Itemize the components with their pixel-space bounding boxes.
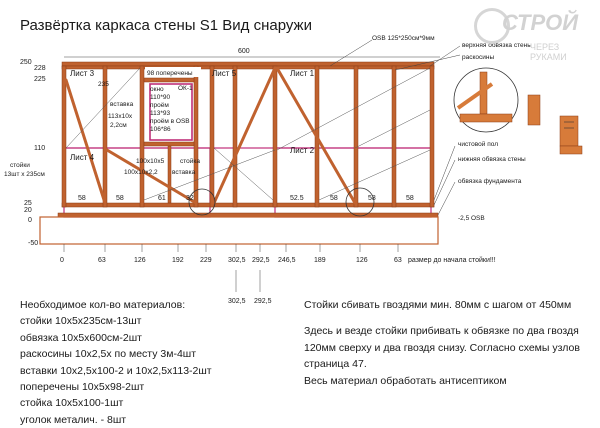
axis-tick: 63 [98, 257, 106, 264]
axis-tick: 126 [356, 257, 368, 264]
drawing-title: Развёртка каркаса стены S1 Вид снаружи [20, 17, 312, 34]
material-item: вставки 10х2,5х100-2 и 10х2,5х113-2шт [20, 364, 212, 377]
axis-tick: 0 [60, 257, 64, 264]
sheet-label-3: Лист 3 [70, 69, 95, 78]
top-plate [62, 62, 434, 66]
watermark-tagline [530, 42, 567, 62]
section-detail [528, 95, 582, 154]
level-228: 228 [34, 65, 46, 72]
materials-heading: Необходимое кол-во материалов: [20, 299, 186, 311]
crossbar-label: 98 поперечены [147, 70, 193, 77]
short-stud [168, 146, 171, 203]
axis-tick: 189 [314, 257, 326, 264]
timber-frame [40, 62, 438, 244]
span-label: 61 [158, 195, 166, 202]
axis-tick: 292,5 [252, 257, 270, 264]
sheet-label-5: Лист 5 [212, 69, 237, 78]
level-110: 110 [34, 145, 46, 152]
sheet-label-2: Лист 2 [290, 146, 315, 155]
material-item: раскосины 10х2,5х по месту 3м-4шт [20, 348, 197, 361]
callout-top-plate: верхняя обвязка стены [462, 42, 532, 49]
callout-osb: OSB 125*250см*9мм [372, 35, 435, 42]
foundation-beam [40, 217, 438, 244]
note-4: страница 47. [304, 358, 367, 371]
stud [194, 66, 198, 207]
window-code: ОК-1 [178, 85, 193, 92]
small-label-4: вставка [172, 169, 196, 176]
corner-detail [454, 68, 518, 132]
axis-tick-lines [64, 244, 398, 292]
stud-label-1: стойки [10, 162, 30, 169]
detail-circle [346, 188, 374, 216]
material-item: уголок металич. - 8шт [20, 413, 127, 426]
axis-tick: 229 [200, 257, 212, 264]
small-label-2: стойка [180, 158, 201, 165]
axis-note: размер до начала стойки!!! [408, 257, 496, 264]
note-3: 120мм сверху и два гвоздя снизу. Согласно схемы узлов [304, 341, 580, 354]
material-item: поперечены 10х5х98-2шт [20, 381, 145, 394]
axis-tick-2: 292,5 [254, 298, 272, 305]
level-20: 20 [24, 207, 32, 214]
span-label: 52.5 [290, 195, 304, 202]
level-225: 225 [34, 76, 46, 83]
window-line-6: 106*86 [150, 126, 171, 133]
stud [354, 66, 358, 207]
stud [430, 66, 434, 207]
top-plate-2 [62, 66, 434, 69]
callout-finish-floor: чистовой пол [458, 141, 499, 148]
span-label: 58 [116, 195, 124, 202]
span-label: 58 [406, 195, 414, 202]
small-label-1: 100х10х5 [136, 158, 165, 165]
bottom-plate [62, 203, 434, 207]
detail-timber-h [460, 114, 512, 122]
span-label: 58 [330, 195, 338, 202]
detail-markers [189, 188, 374, 216]
top-dimension-label: 600 [238, 48, 250, 55]
insert-line-3: 2,2см [110, 122, 127, 129]
callout-foundation-plate: обвязка фундамента [458, 178, 522, 185]
callout-braces: раскосины [462, 54, 495, 61]
axis-tick: 126 [134, 257, 146, 264]
level-minus50: -50 [28, 240, 39, 247]
stud [210, 66, 214, 207]
insert-line-2: 113х10х [108, 113, 133, 120]
span-label: 32 [186, 195, 194, 202]
brace [214, 68, 275, 203]
watermark-line-1: ЧЕРЕЗ [530, 42, 560, 52]
level-0: 0 [28, 217, 32, 224]
stud [62, 66, 66, 207]
axis-tick: 63 [394, 257, 402, 264]
stud [233, 66, 237, 207]
axis-tick: 192 [172, 257, 184, 264]
window-line-3: проём [150, 102, 169, 109]
span-label: 58 [78, 195, 86, 202]
note-2: Здесь и везде стойки прибивать к обвязке по два гвоздя [304, 325, 579, 338]
sheet-label-4: Лист 4 [70, 153, 95, 162]
watermark-brand: СТРОЙ [502, 10, 579, 35]
span-label: 58 [368, 195, 376, 202]
small-label-3: 100х10х2,2 [124, 169, 158, 176]
span-labels [78, 195, 414, 202]
window-header [144, 78, 194, 82]
site-watermark [474, 6, 594, 66]
level-25: 25 [24, 200, 32, 207]
level-250: 250 [20, 59, 32, 66]
callout-bottom-plate: нижняя обвязка стены [458, 156, 526, 163]
sheet-label-1: Лист 1 [290, 69, 315, 78]
stud [140, 66, 144, 207]
material-item: обвязка 10х5х600см-2шт [20, 331, 142, 344]
foundation-plate [58, 213, 438, 217]
stud [273, 66, 277, 207]
window-line-4: 113*93 [150, 110, 171, 117]
level-labels [20, 59, 46, 247]
window-line-1: окно [150, 86, 164, 93]
note-5: Весь материал обработать антисептиком [304, 374, 507, 387]
materials-list [20, 297, 212, 428]
window-line-2: 110*90 [150, 94, 171, 101]
window-line-5: проём в OSB [150, 118, 190, 125]
window-sill [144, 142, 194, 146]
axis-tick: 302,5 [228, 257, 246, 264]
notes-block [304, 297, 580, 389]
axis-tick-2: 302,5 [228, 298, 246, 305]
note-1: Стойки сбивать гвоздями мин. 80мм с шагом от 450мм [304, 299, 572, 311]
insert-line-1: вставка [110, 101, 134, 108]
stud-label-2: 13шт х 235см [4, 171, 45, 178]
axis-tick: 246,5 [278, 257, 296, 264]
material-item: стойка 10х5х100-1шт [20, 397, 124, 410]
material-item: стойки 10х5х235см-13шт [20, 315, 142, 328]
sheet-diagonals [66, 68, 430, 200]
num-235: 235 [98, 81, 109, 88]
watermark-line-2: РУКАМИ [530, 52, 567, 62]
callout-osb-offset: -2,5 OSB [458, 215, 485, 222]
